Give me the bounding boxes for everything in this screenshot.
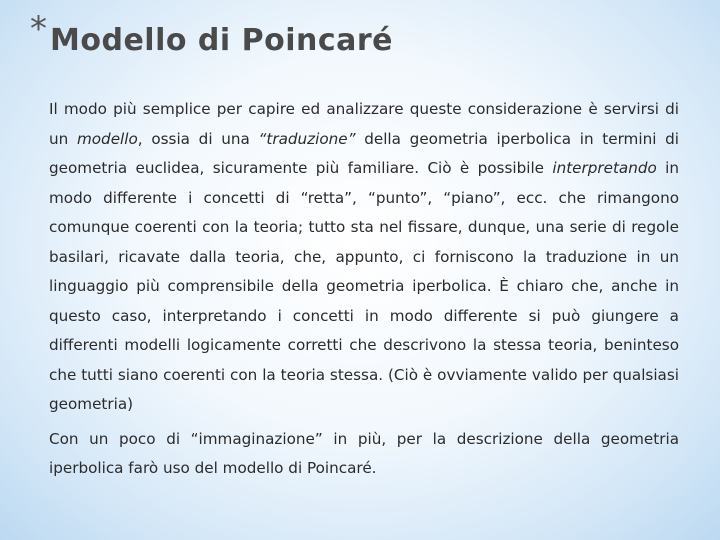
slide-body <box>49 95 679 484</box>
text-run: in modo differente i concetti di “retta”, “punto”, “piano”, ecc. che rimangono comunque coerenti con la teoria; tutto sta nel fissare, dunque, una serie di regole basilari, ricavate dalla teoria, che, appunto, ci forniscono la traduzione in un linguaggio più comprensibile della geometria iperbolica. È chiaro che, anche in questo caso, interpretando i concetti in modo differente si può giungere a differenti modelli logicamente corretti che descrivono la stessa teoria, beninteso che tutti siano coerenti con la teoria stessa. (Ciò è ovviamente valido per qualsiasi geometria) <box>49 159 679 413</box>
italic-run: modello <box>76 129 138 148</box>
italic-run: interpretando <box>552 159 657 177</box>
paragraph-1 <box>49 95 679 420</box>
text-run: della geometria iperbolica in termini di geometria euclidea, sicuramente più familiare. Ciò è possibile <box>49 129 679 177</box>
text-run: , ossia di una <box>137 129 259 148</box>
italic-run: “traduzione” <box>258 129 356 148</box>
title-asterisk-mark: * <box>30 9 47 49</box>
text-run: Il modo più semplice per capire ed analizzare queste considerazione è servirsi di un <box>49 100 679 148</box>
paragraph-2: Con un poco di “immaginazione” in più, per la descrizione della geometria iperbolica farò uso del modello di Poincaré. <box>49 429 679 477</box>
slide-title: Modello di Poincaré <box>50 23 394 58</box>
